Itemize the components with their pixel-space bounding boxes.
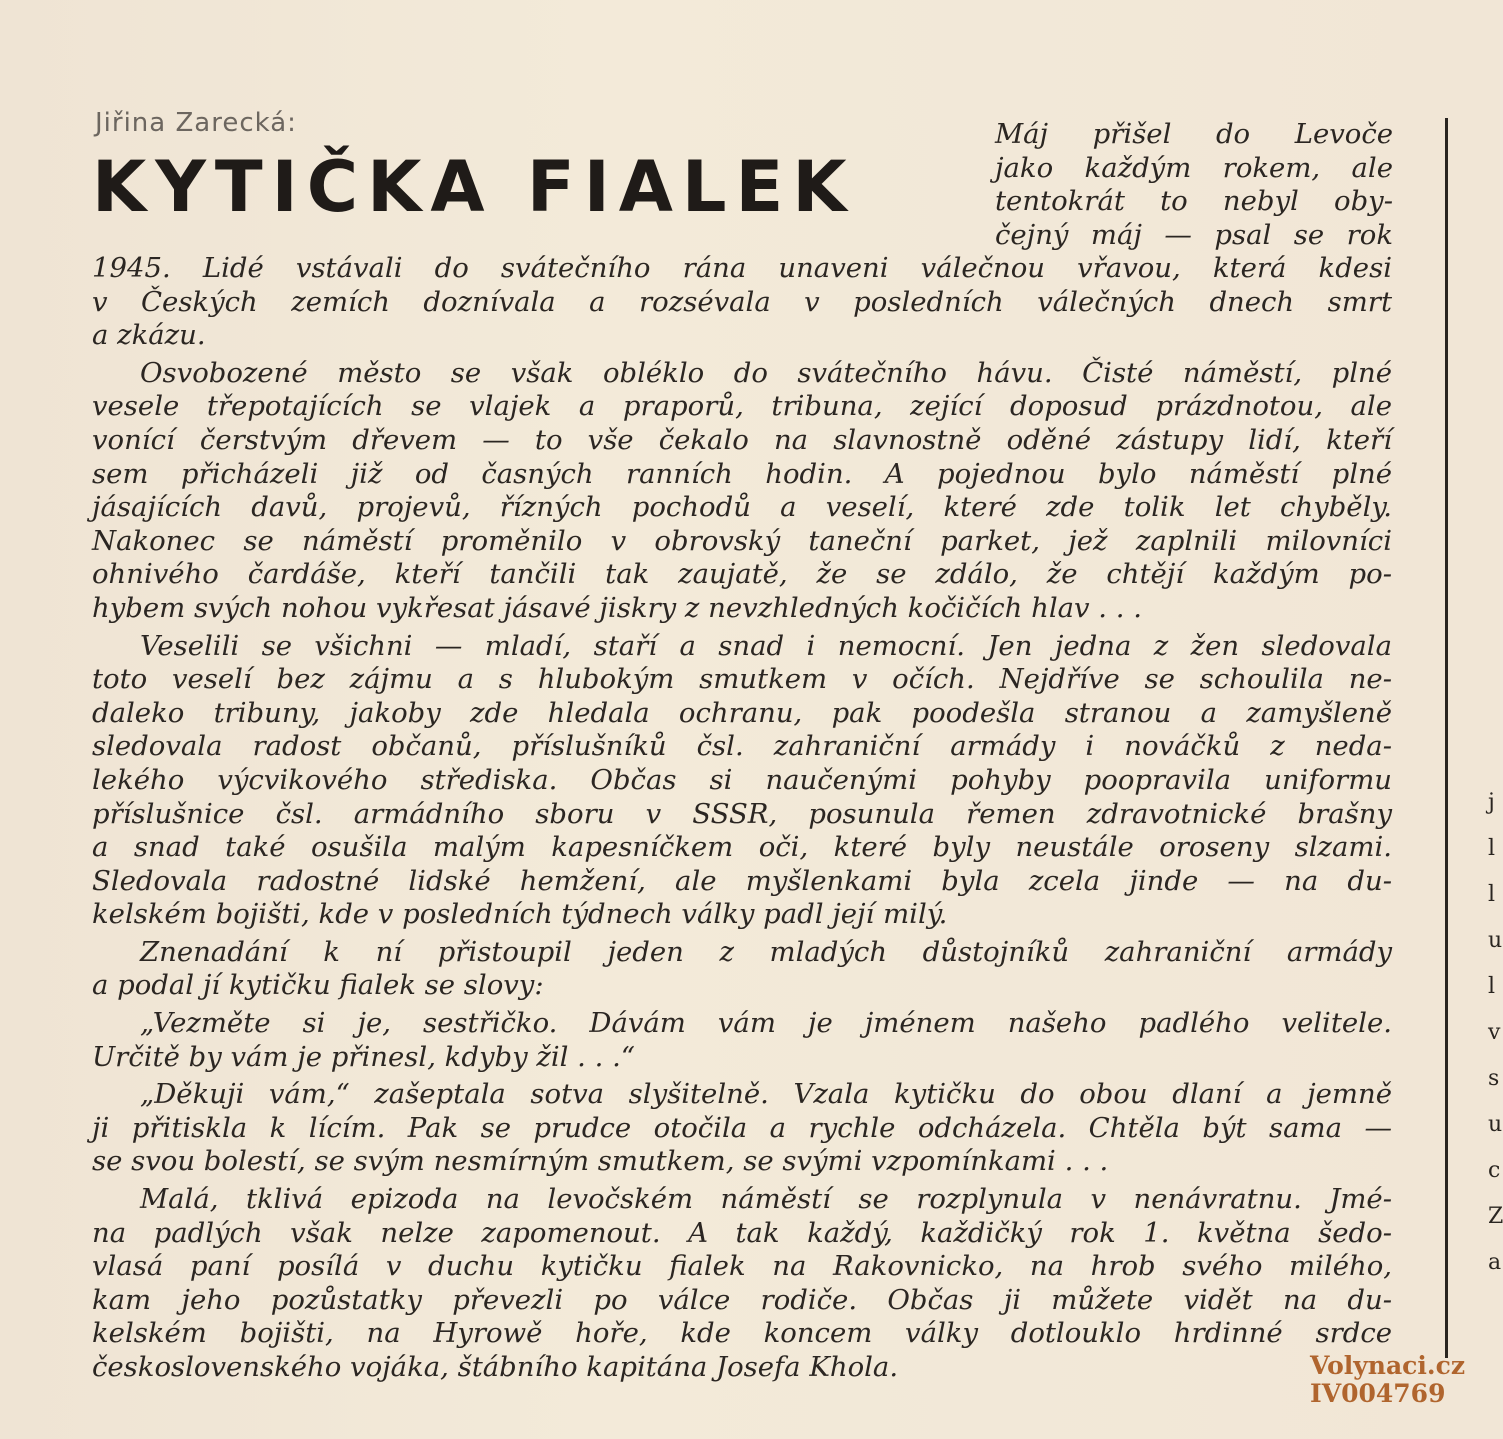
edge-fragment: u [1488,1112,1503,1137]
next-column-edge [1488,780,1503,1286]
text-line: sem přicházeli již od časných ranních hodin. A pojednou bylo náměstí plné [92,457,1392,490]
paragraph [92,1007,1392,1074]
intro-line: Máj přišel do Levoče [995,118,1393,150]
intro-line: čejný máj — psal se rok [995,218,1393,251]
edge-fragment: v [1488,1020,1501,1045]
text-line: lekého výcvikového střediska. Občas si naučenými pohyby poopravila uniformu [92,763,1392,796]
text-line: daleko tribuny, jakoby zde hledala ochranu, pak poodešla stranou a zamyšleně [92,696,1392,729]
intro-column [995,118,1393,252]
edge-fragment: l [1488,836,1496,861]
text-line: hybem svých nohou vykřesat jásavé jiskry z nevzhledných kočičích hlav . . . [92,591,1143,624]
edge-fragment: a [1488,1250,1502,1275]
text-line: na padlých však nelze zapomenout. A tak každý, každičký rok 1. května šedo- [92,1216,1392,1249]
text-line: 1945. Lidé vstávali do svátečního rána unaveni válečnou vřavou, která kdesi [92,252,1392,284]
text-line: v Českých zemích doznívala a rozsévala v posledních válečných dnech smrt [92,285,1392,318]
text-line: „Děkuji vám,“ zašeptala sotva slyšitelně. Vzala kytičku do obou dlaní a jemně [140,1078,1392,1111]
watermark [1310,1352,1465,1408]
watermark-line-1: Volynaci.cz [1310,1351,1466,1380]
paragraph [92,1078,1392,1179]
paragraph [92,630,1392,932]
text-line: „Vezměte si je, sestřičko. Dávám vám je jménem našeho padlého velitele. [140,1007,1392,1040]
text-line: Veselili se všichni — mladí, staří a snad i nemocní. Jen jedna z žen sledovala [140,629,1392,662]
text-line: Nakonec se náměstí proměnilo v obrovský taneční parket, jež zaplnili milovníci [92,524,1392,557]
intro-line: tentokrát to nebyl oby- [995,185,1393,218]
article-author: Jiřina Zarecká: [95,108,297,138]
article-body [92,252,1392,1389]
text-line: kelském bojišti, kde v posledních týdnech války padl její milý. [92,898,948,931]
text-line: a snad také osušila malým kapesníčkem oči, které byly neustále oroseny slzami. [92,831,1392,864]
paragraph [92,1183,1392,1385]
text-line: československého vojáka, štábního kapitána Josefa Khola. [92,1351,899,1383]
edge-fragment: l [1488,882,1496,907]
text-line: a podal jí kytičku fialek se slovy: [92,969,544,1002]
text-line: Osvobozené město se však obléklo do svátečního hávu. Čisté náměstí, plné [140,356,1392,389]
paragraph [92,357,1392,626]
intro-line: jako každým rokem, ale [995,151,1393,184]
text-line: kam jeho pozůstatky převezli po válce rodiče. Občas ji můžete vidět na du- [92,1283,1392,1316]
text-line: se svou bolestí, se svým nesmírným smutkem, se svými vzpomínkami . . . [92,1145,1109,1178]
text-line: vlasá paní posílá v duchu kytičku fialek na Rakovnicko, na hrob svého milého, [92,1250,1392,1283]
text-line: a zkázu. [92,319,206,352]
text-line: kelském bojišti, na Hyrowě hoře, kde koncem války dotlouklo hrdinné srdce [92,1317,1392,1350]
text-line: příslušnice čsl. armádního sboru v SSSR, posunula řemen zdravotnické brašny [92,797,1392,830]
text-line: toto veselí bez zájmu a s hlubokým smutkem v očích. Nejdříve se schoulila ne- [92,663,1392,696]
text-line: ohnivého čardáše, kteří tančili tak zaujatě, že se zdálo, že chtějí každým po- [92,558,1392,591]
edge-fragment: Z [1488,1204,1503,1229]
text-line: Znenadání k ní přistoupil jeden z mladých důstojníků zahraniční armády [140,935,1392,968]
edge-fragment: j [1488,790,1495,815]
edge-fragment: u [1488,928,1503,953]
paragraph [92,252,1392,353]
text-line: ji přitiskla k lícím. Pak se prudce otočila a rychle odcházela. Chtěla být sama — [92,1111,1392,1144]
text-line: vesele třepotajících se vlajek a praporů, tribuna, zející doposud prázdnotou, ale [92,390,1392,423]
edge-fragment: c [1488,1158,1501,1183]
text-line: Malá, tklivá epizoda na levočském náměstí se rozplynula v nenávratnu. Jmé- [140,1183,1392,1216]
article-title: KYTIČKA FIALEK [92,146,856,228]
edge-fragment: l [1488,974,1496,999]
text-line: Sledovala radostné lidské hemžení, ale myšlenkami byla zcela jinde — na du- [92,864,1392,897]
column-divider [1445,118,1448,1358]
watermark-line-2: IV004769 [1310,1379,1446,1408]
text-line: vonící čerstvým dřevem — to vše čekalo na slavnostně oděné zástupy lidí, kteří [92,423,1392,456]
paragraph [92,936,1392,1003]
text-line: jásajících davů, projevů, řízných pochodů a veselí, které zde tolik let chyběly. [92,491,1392,524]
text-line: Určitě by vám je přinesl, kdyby žil . . .“ [92,1040,635,1073]
edge-fragment: s [1488,1066,1500,1091]
text-line: sledovala radost občanů, příslušníků čsl. zahraniční armády i nováčků z neda- [92,730,1392,763]
